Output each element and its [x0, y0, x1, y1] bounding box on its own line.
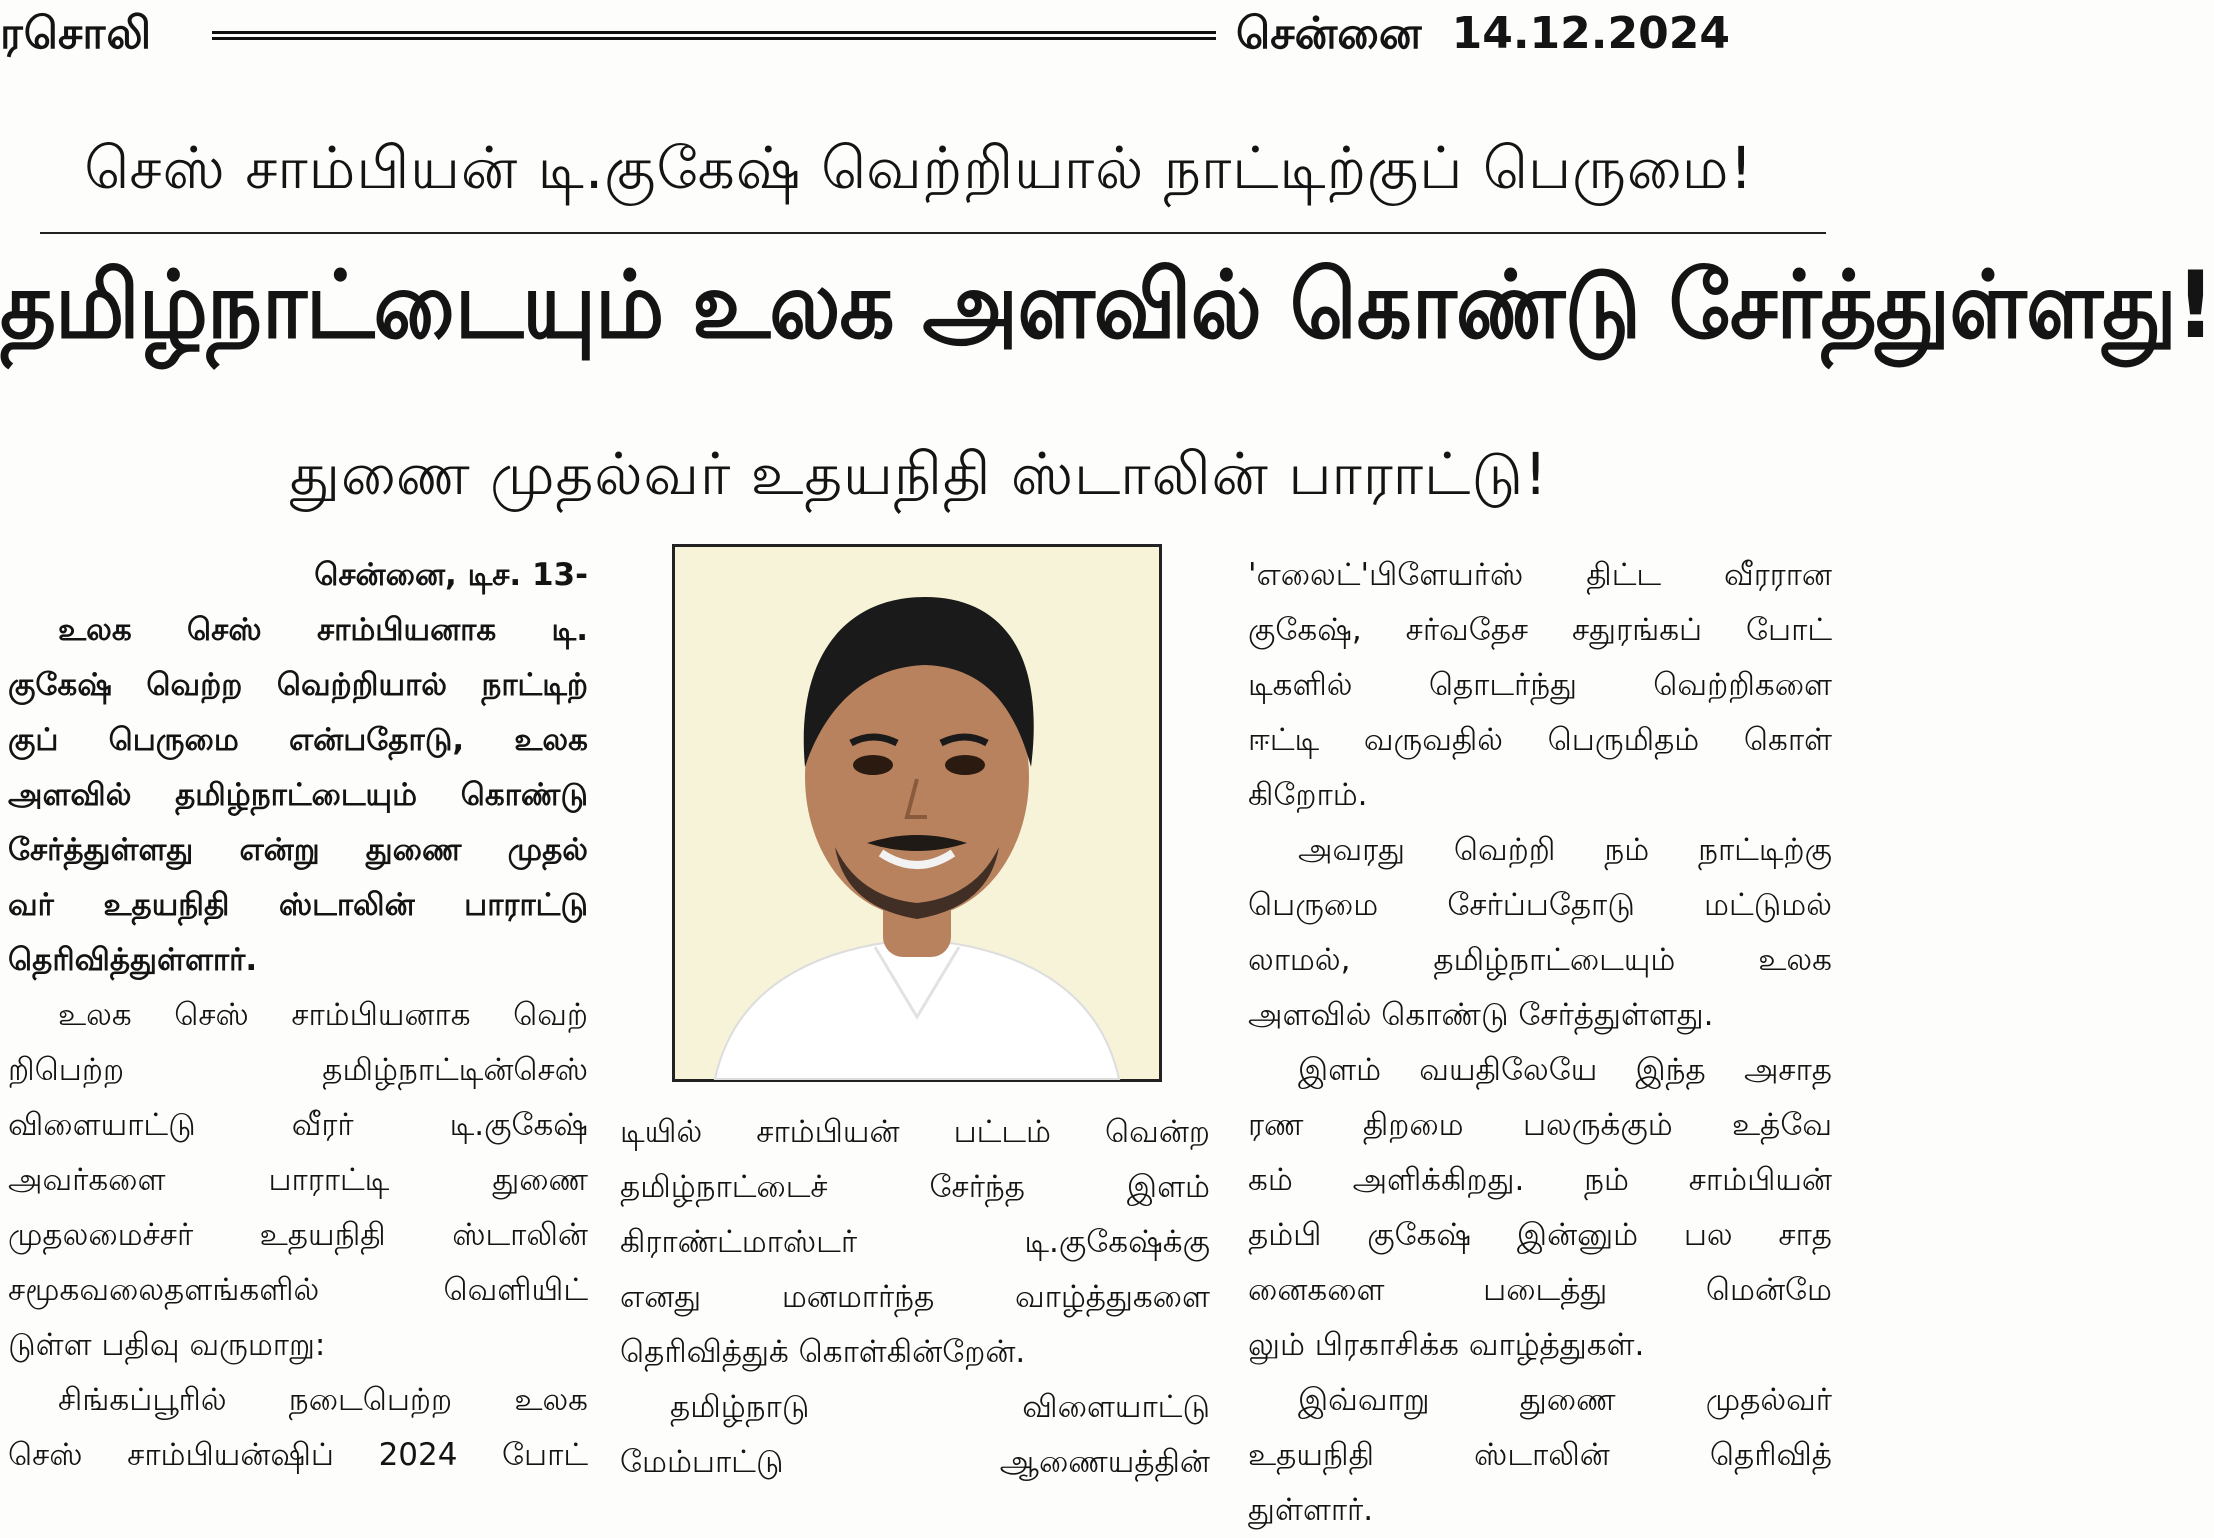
article-line: உலக செஸ் சாம்பியனாக டி.	[58, 612, 588, 648]
article-line: தெரிவித்துள்ளார்.	[8, 942, 258, 978]
article-line: இளம் வயதிலேயே இந்த அசாத	[1298, 1052, 1832, 1088]
masthead-rule	[212, 31, 1216, 47]
article-line: சமூகவலைதளங்களில் வெளியிட்	[8, 1272, 588, 1308]
dateline: சென்னை, டிச. 13-	[314, 557, 588, 593]
article-paragraph	[1248, 548, 1832, 823]
article-line: ரண திறமை பலருக்கும் உத்வே	[1248, 1107, 1832, 1143]
article-line: கிறோம்.	[1248, 777, 1368, 813]
article-line: சேர்த்துள்ளது என்று துணை முதல்	[8, 832, 588, 868]
article-column-left	[8, 548, 588, 1483]
article-paragraph	[1248, 1373, 1832, 1538]
article-paragraph	[620, 1380, 1210, 1490]
right-eye	[945, 755, 985, 775]
article-line: குகேஷ், சர்வதேச சதுரங்கப் போட்	[1248, 612, 1832, 648]
article-column-right	[1248, 548, 1832, 1538]
masthead-paper-name: ரசொலி	[0, 8, 153, 59]
article-line: கிராண்ட்மாஸ்டர் டி.குகேஷ்க்கு	[620, 1224, 1210, 1260]
article-paragraph	[8, 988, 588, 1373]
deck-headline: துணை முதல்வர் உதயநிதி ஸ்டாலின் பாராட்டு!	[289, 440, 1549, 508]
portrait-photo	[672, 544, 1162, 1082]
article-line: அளவில் தமிழ்நாட்டையும் கொண்டு	[8, 777, 588, 813]
article-line: உதயநிதி ஸ்டாலின் தெரிவித்	[1248, 1437, 1832, 1473]
article-line: அளவில் கொண்டு சேர்த்துள்ளது.	[1248, 997, 1714, 1033]
article-line: டிகளில் தொடர்ந்து வெற்றிகளை	[1248, 667, 1832, 703]
article-line: ஈட்டி வருவதில் பெருமிதம் கொள்	[1248, 722, 1832, 758]
article-line: உலக செஸ் சாம்பியனாக வெற்	[58, 997, 588, 1033]
article-line: லாமல், தமிழ்நாட்டையும் உலக	[1248, 942, 1832, 978]
article-line: பெருமை சேர்ப்பதோடு மட்டுமல்	[1248, 887, 1832, 923]
main-headline: தமிழ்நாட்டையும் உலக அளவில் கொண்டு சேர்த்துள்ளது!	[0, 251, 2214, 360]
article-column-middle	[620, 1105, 1210, 1490]
article-line: டியில் சாம்பியன் பட்டம் வென்ற	[620, 1114, 1210, 1150]
article-line: தமிழ்நாடு விளையாட்டு	[670, 1389, 1210, 1425]
article-line: தெரிவித்துக் கொள்கின்றேன்.	[620, 1334, 1026, 1370]
portrait-illustration	[675, 547, 1159, 1079]
article-line: அவர்களை பாராட்டி துணை	[8, 1162, 588, 1198]
lead-paragraph	[8, 603, 588, 988]
article-paragraph	[1248, 1043, 1832, 1373]
article-line: குப் பெருமை என்பதோடு, உலக	[8, 722, 588, 758]
article-line: தம்பி குகேஷ் இன்னும் பல சாத	[1248, 1217, 1832, 1253]
article-line: மேம்பாட்டு ஆணையத்தின்	[620, 1444, 1210, 1480]
article-line: விளையாட்டு வீரர் டி.குகேஷ்	[8, 1107, 588, 1143]
article-line: னைகளை படைத்து மென்மே	[1248, 1272, 1832, 1308]
article-line: இவ்வாறு துணை முதல்வர்	[1298, 1382, 1832, 1418]
article-paragraph	[1248, 823, 1832, 1043]
article-paragraph	[620, 1105, 1210, 1380]
article-line: றிபெற்ற தமிழ்நாட்டின்செஸ்	[8, 1052, 588, 1088]
article-line: வர் உதயநிதி ஸ்டாலின் பாராட்டு	[8, 887, 588, 923]
article-line: லும் பிரகாசிக்க வாழ்த்துகள்.	[1248, 1327, 1645, 1363]
article-paragraph	[8, 1373, 588, 1483]
kicker-divider	[40, 232, 1826, 234]
kicker-headline: செஸ் சாம்பியன் டி.குகேஷ் வெற்றியால் நாட்டிற்குப் பெருமை!	[84, 134, 1754, 202]
masthead-date: 14.12.2024	[1451, 8, 1730, 59]
article-line: துள்ளார்.	[1248, 1492, 1374, 1528]
article-line: கம் அளிக்கிறது. நம் சாம்பியன்	[1248, 1162, 1832, 1198]
article-line: டுள்ள பதிவு வருமாறு:	[8, 1327, 326, 1363]
article-line: தமிழ்நாட்டைச் சேர்ந்த இளம்	[620, 1169, 1210, 1205]
article-line: எனது மனமார்ந்த வாழ்த்துகளை	[620, 1279, 1210, 1315]
masthead-city: சென்னை	[1236, 8, 1422, 59]
article-line: அவரது வெற்றி நம் நாட்டிற்கு	[1298, 832, 1832, 868]
article-line: செஸ் சாம்பியன்ஷிப் 2024 போட்	[8, 1437, 588, 1473]
left-eye	[853, 755, 893, 775]
masthead-dateline	[1236, 8, 1730, 65]
article-line: சிங்கப்பூரில் நடைபெற்ற உலக	[58, 1382, 588, 1418]
article-line: 'எலைட்'பிளேயர்ஸ் திட்ட வீரரான	[1248, 557, 1832, 593]
article-line: குகேஷ் வெற்ற வெற்றியால் நாட்டிற்	[8, 667, 588, 703]
article-line: முதலமைச்சர் உதயநிதி ஸ்டாலின்	[8, 1217, 588, 1253]
